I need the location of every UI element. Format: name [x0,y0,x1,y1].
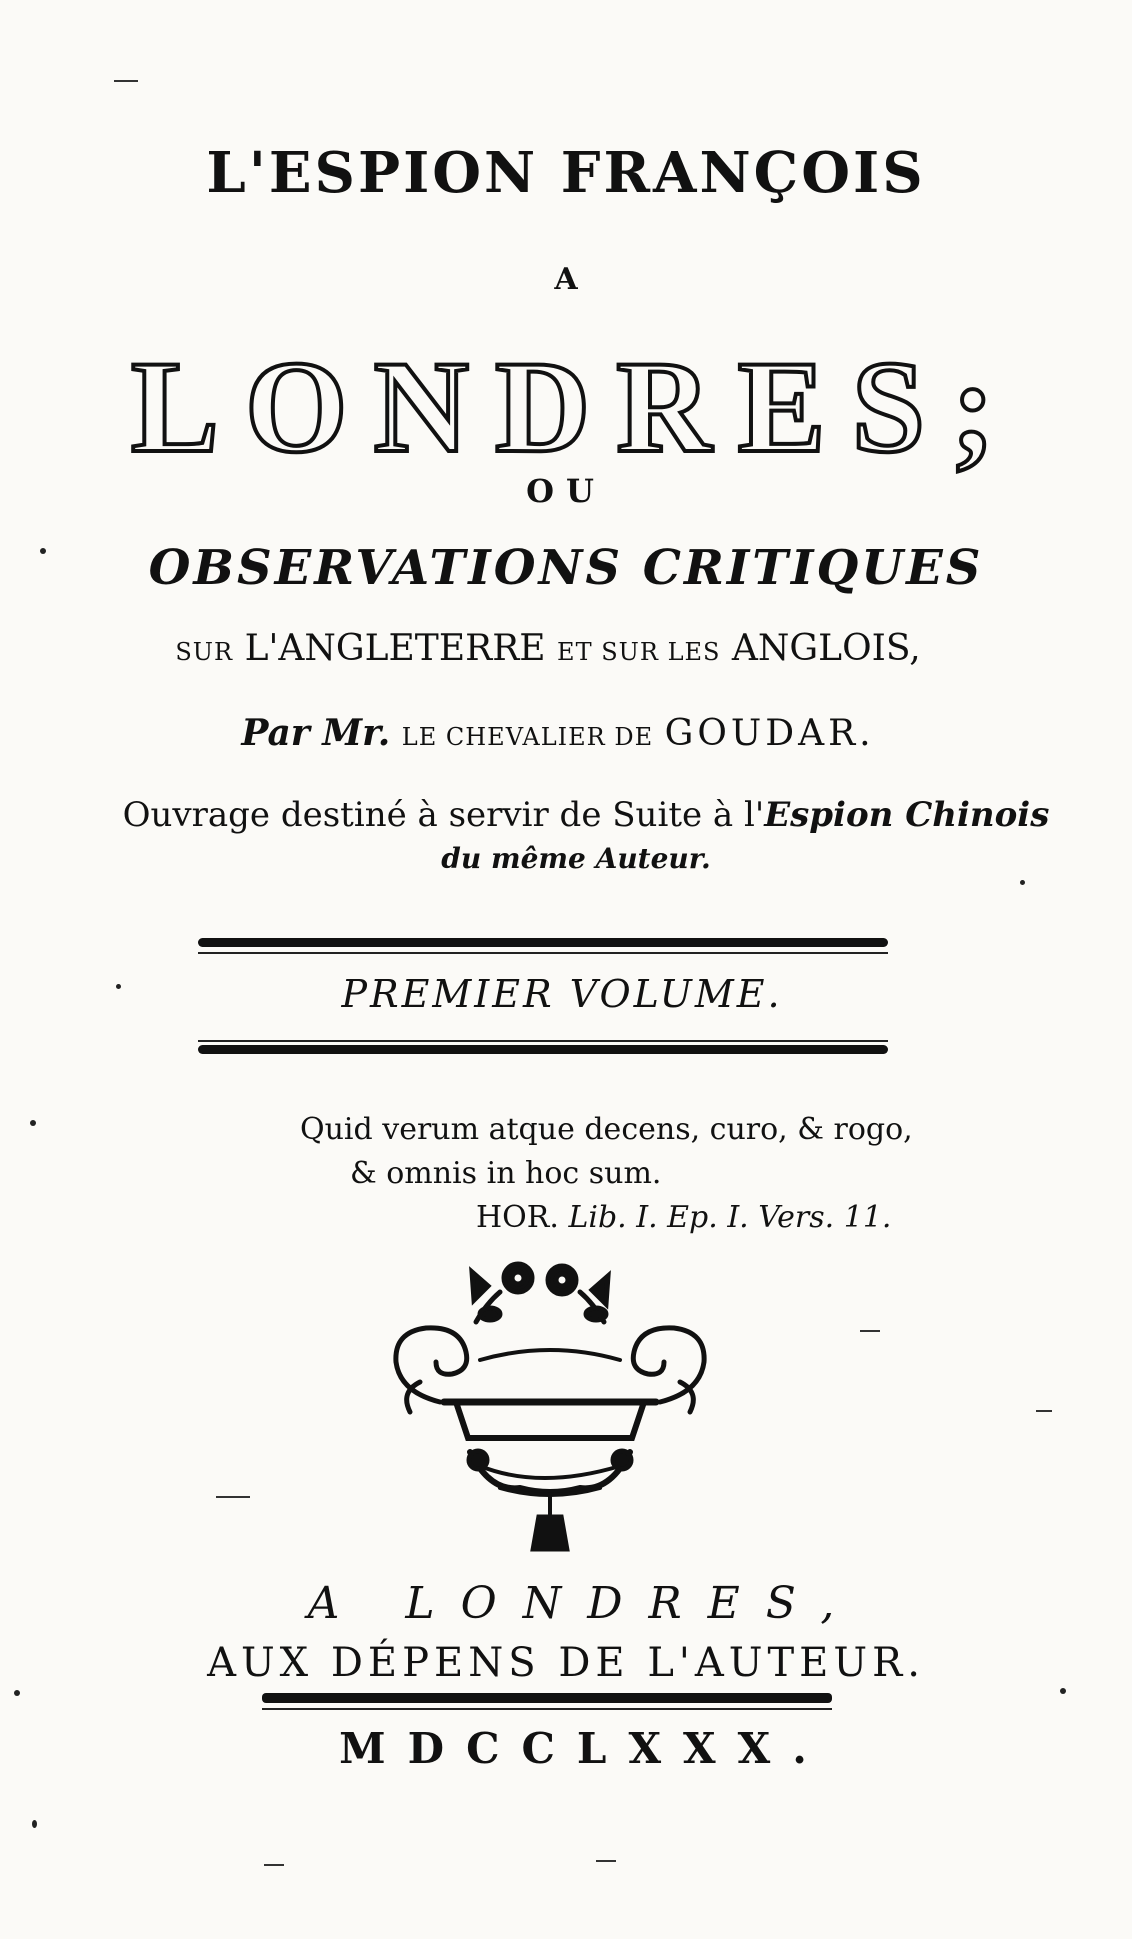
epigraph-line-1: Quid verum atque decens, curo, & rogo, [300,1112,913,1147]
scan-dash [264,1864,284,1866]
angleterre-word: L'ANGLETERRE [244,628,546,669]
volume-rule-bottom-thin [198,1040,888,1042]
epigraph-citation [476,1200,891,1235]
volume-rule-top-thin [198,952,888,954]
imprint-place: A LONDRES, [307,1578,861,1629]
citation-author: HOR. [476,1200,559,1235]
title-line-ou: OU [526,472,606,510]
et-sur-les-words: ET SUR LES [557,638,721,666]
epigraph-line-2: & omnis in hoc sum. [350,1156,662,1191]
imprint-rule-thick [262,1693,832,1703]
author-par: Par Mr. [241,712,391,754]
scan-dash [216,1496,250,1498]
scan-speck [1020,880,1025,885]
author-title: LE CHEVALIER DE [401,723,654,751]
author-line [0,712,1124,754]
scan-speck [116,984,121,989]
volume-rule-top-thick [198,938,888,947]
citation-reference: Lib. I. Ep. I. Vers. 11. [568,1200,892,1235]
scan-dash [596,1860,616,1862]
title-line-espion: L'ESPION FRANÇOIS [206,140,926,206]
scan-dash [1036,1410,1052,1412]
scan-speck [1060,1688,1066,1694]
scan-dash [114,80,138,82]
volume-label: PREMIER VOLUME. [341,972,783,1016]
title-line-a: A [554,262,578,297]
imprint-year: MDCCLXXX. [339,1724,829,1773]
scan-speck [30,1120,36,1126]
scan-speck [14,1690,20,1696]
author-name: GOUDAR. [664,713,875,754]
title-line-londres: LONDRES; [130,333,1022,480]
anglois-word: ANGLOIS, [731,628,921,669]
title-line-sur-angleterre [0,628,1114,669]
scan-dash [860,1330,880,1332]
title-line-observations: OBSERVATIONS CRITIQUES [148,540,984,596]
imprint-publisher: AUX DÉPENS DE L'AUTEUR. [207,1640,925,1686]
basket-ornament-icon [360,1252,740,1562]
note-espion-chinois: Espion Chinois [764,795,1050,835]
volume-rule-bottom-thick [198,1045,888,1054]
note-line-2: du même Auteur. [441,842,711,875]
note-line-1 [20,795,1132,835]
sur-word: SUR [175,638,234,666]
note-text: Ouvrage destiné à servir de Suite à l' [122,795,765,835]
scan-speck [40,548,46,554]
scan-speck [32,1820,37,1828]
imprint-rule-thin [262,1708,832,1710]
